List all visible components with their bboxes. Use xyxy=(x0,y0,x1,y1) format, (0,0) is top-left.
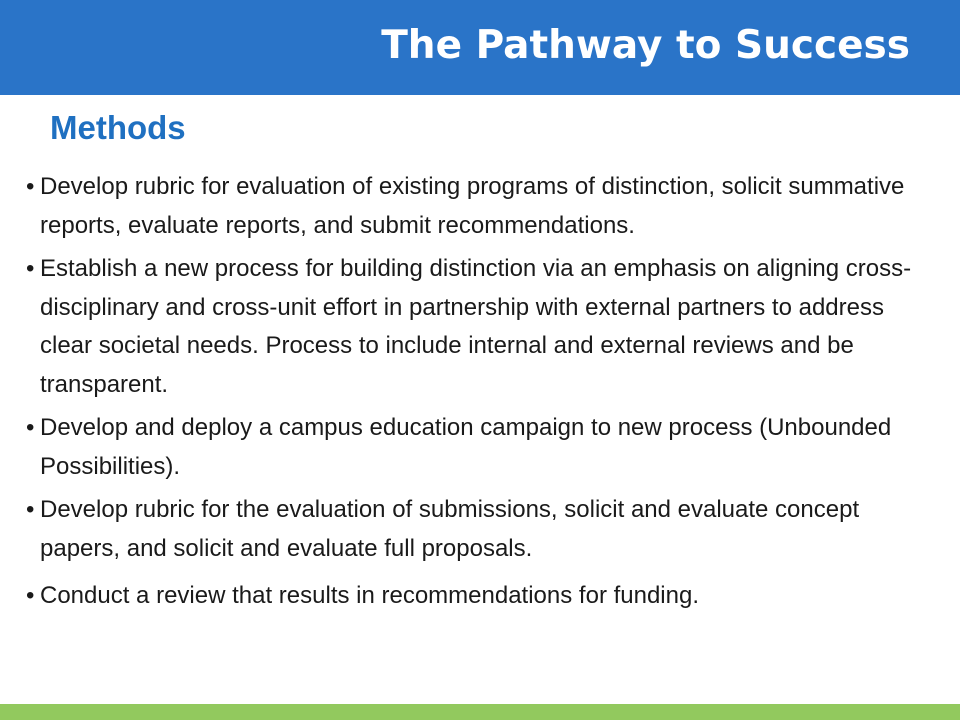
bullet-dot-icon: • xyxy=(26,255,35,282)
bullet-text: Conduct a review that results in recommendations for funding. xyxy=(40,582,700,609)
bullet-item xyxy=(26,168,936,245)
bullet-dot-icon: • xyxy=(26,173,35,200)
bullet-dot-icon: • xyxy=(26,582,35,609)
bullet-text: Develop rubric for the evaluation of submissions, solicit and evaluate concept papers, and solicit and evaluate full proposals. xyxy=(40,496,860,562)
bullet-item xyxy=(26,491,936,568)
bullet-item xyxy=(26,250,936,404)
bullet-text: Develop and deploy a campus education campaign to new process (Unbounded Possibilities). xyxy=(40,414,892,480)
slide-title: The Pathway to Success xyxy=(381,23,910,68)
bullet-item xyxy=(26,577,936,616)
bullet-dot-icon: • xyxy=(26,414,35,441)
bullet-text: Develop rubric for evaluation of existing programs of distinction, solicit summative reports, evaluate reports, and submit recommendations. xyxy=(40,173,905,239)
bullet-dot-icon: • xyxy=(26,496,35,523)
footer-band xyxy=(0,704,960,720)
bullet-list xyxy=(26,168,936,621)
bullet-item xyxy=(26,409,936,486)
bullet-text: Establish a new process for building distinction via an emphasis on aligning cross-disciplinary and cross-unit effort in partnership with external partners to address clear societal needs. Process to include internal and external reviews and be transparent. xyxy=(40,255,912,398)
section-heading: Methods xyxy=(50,109,186,146)
